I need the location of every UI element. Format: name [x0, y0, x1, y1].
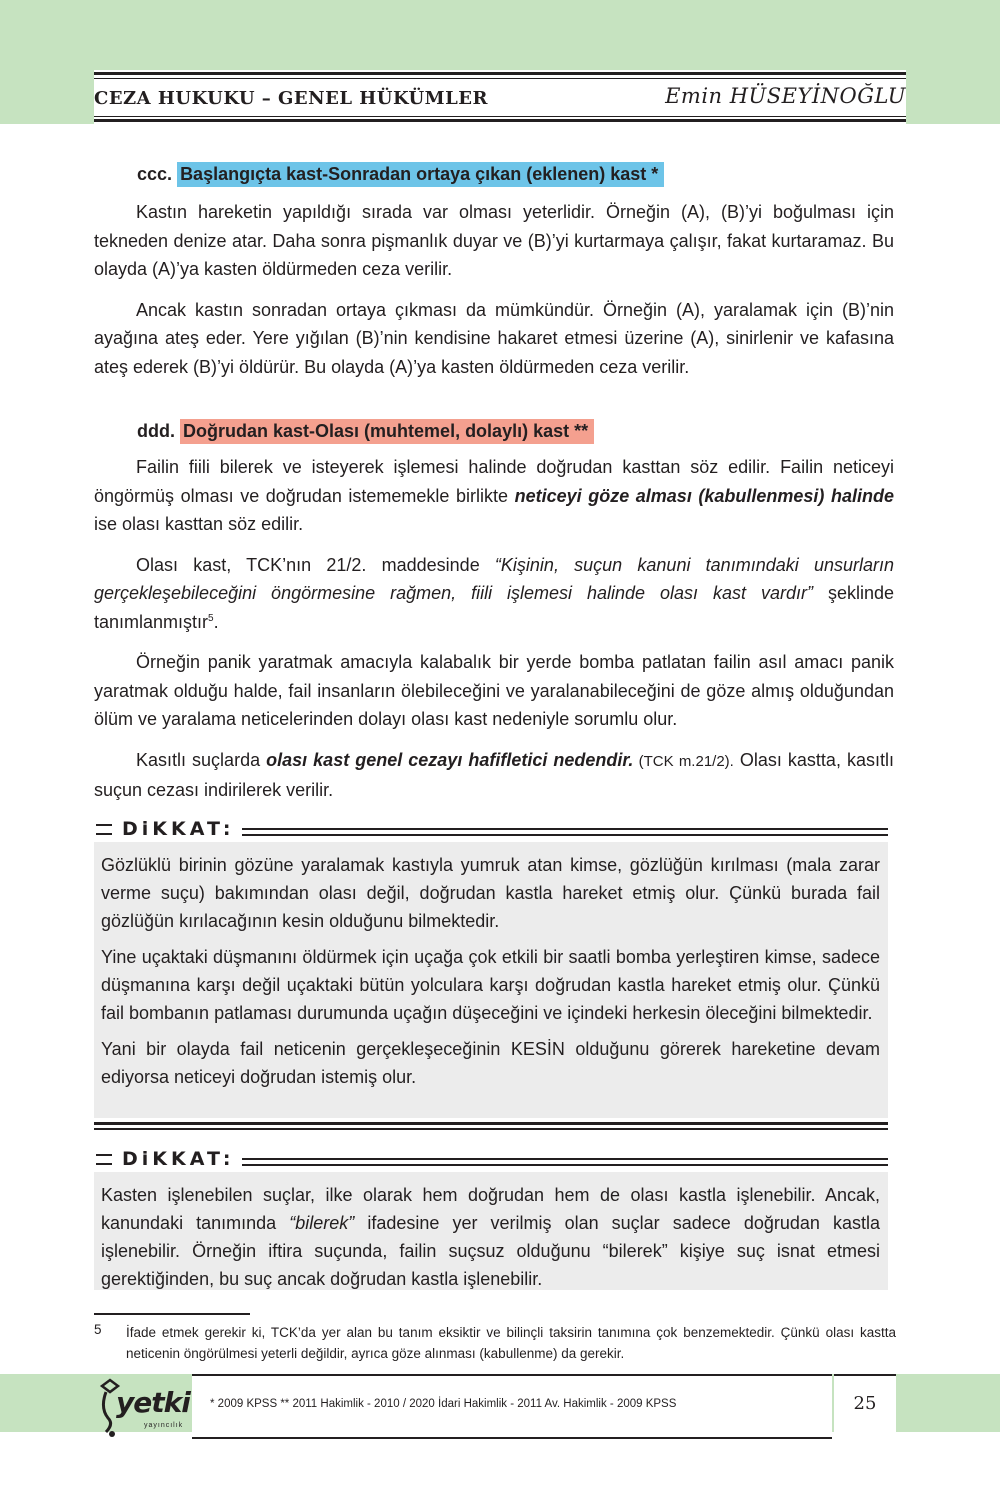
dikkat-label — [96, 818, 234, 840]
dikkat-title: DiKKAT: — [122, 1148, 235, 1170]
dikkat-paragraph: Yine uçaktaki düşmanını öldürmek için uçağa çok etkili bir saatli bomba yerleştiren kimse, sadece düşmanına karşı değil uçaktaki bütün yolculara karşı doğrudan kastla hareket etmiş olur. Çünkü fail bombanın patlaması durumunda uçağın düşeceğini ve içindeki herkesin öleceğini bilmektedir. — [101, 947, 880, 1023]
footer-rule — [192, 1437, 832, 1439]
dikkat-rule — [242, 1158, 888, 1166]
dikkat-box — [94, 1172, 888, 1290]
header-rule — [94, 116, 906, 117]
double-bar-icon — [96, 824, 112, 835]
book-title: CEZA HUKUKU – GENEL HÜKÜMLER — [94, 88, 488, 109]
law-quote: “Kişinin, suçun kanuni tanımındaki unsurların gerçekleşebileceğini öngörmesine rağmen, fiili işlemesi halinde olası kast vardır” — [94, 554, 894, 603]
publisher-logo — [96, 1378, 196, 1440]
dikkat-label — [96, 1148, 234, 1170]
section-heading-ddd — [137, 421, 594, 442]
text-run: . — [213, 611, 219, 632]
section-heading-ccc — [137, 164, 664, 185]
section-title-highlight: Doğrudan kast-Olası (muhtemel, dolaylı) kast ** — [180, 419, 594, 444]
section-ccc-body — [94, 198, 894, 381]
footnote-rule — [94, 1313, 250, 1315]
law-reference: (TCK m.21/2). — [633, 752, 734, 770]
text-run: Olası kastta, kasıtlı suçun cezası indirilerek verilir. — [94, 749, 894, 800]
dikkat-box — [94, 842, 888, 1118]
paragraph: Örneğin panik yaratmak amacıyla kalabalık bir yerde bomba patlatan failin asıl amacı panik yaratmak olduğu halde, fail insanların ölebileceğini ve yaralanabileceğini de göze almış olduğundan ölüm ve yaralama neticelerinden dolayı olası kast nedeniyle sorumlu olur. — [94, 652, 894, 729]
text-run: ise olası kasttan söz edilir. — [94, 514, 304, 534]
section-prefix: ddd. — [137, 421, 175, 441]
text-run: Kasıtlı suçlarda — [136, 749, 267, 770]
header-rule — [94, 72, 906, 75]
dikkat-paragraph — [101, 1181, 880, 1293]
text-run: Olası kast, TCK’nın 21/2. maddesinde — [136, 554, 495, 575]
double-bar-icon — [96, 1154, 112, 1165]
header-rule — [94, 78, 906, 79]
bold-italic-text: neticeyi göze alması (kabullenmesi) halinde — [514, 485, 895, 506]
author-name: Emin HÜSEYİNOĞLU — [665, 84, 906, 108]
section-prefix: ccc. — [137, 164, 173, 184]
paragraph: Ancak kastın sonradan ortaya çıkması da mümkündür. Örneğin (A), yaralamak için (B)’nin ayağına ateş eder. Yere yığılan (B)’nin kendisine hakaret etmesi üzerine (A), sinirlenir ve kafasına ateş ederek (B)’yi öldürür. Bu olayda (A)’ya kasten öldürmeden ceza verilir. — [94, 299, 894, 377]
dikkat-paragraph: Yani bir olayda fail neticenin gerçekleşeceğinin KESİN olduğunu görerek hareketine devam ediyorsa neticeyi doğrudan istemiş olur. — [101, 1039, 880, 1087]
paragraph — [94, 551, 894, 637]
header-rule — [94, 119, 906, 122]
page-number: 25 — [853, 1393, 877, 1414]
footnote-text: İfade etmek gerekir ki, TCK’da yer alan bu tanım eksiktir ve bilinçli taksirin tanımına çok benzemektedir. Çünkü olası kastta neticenin öngörülmesi yeterli değildir, ayrıca göze alınması (kabullenme) da gerekir. — [126, 1325, 896, 1361]
section-ddd-body — [94, 453, 894, 805]
footnote-ref: 5 — [208, 612, 214, 624]
logo-subtitle: yayıncılık — [144, 1422, 184, 1429]
logo-wordmark: yetki — [116, 1386, 190, 1419]
dikkat-rule — [242, 828, 888, 836]
footnote-number: 5 — [94, 1322, 102, 1337]
exam-source-note: * 2009 KPSS ** 2011 Hakimlik - 2010 / 2020 İdari Hakimlik - 2011 Av. Hakimlik - 2009 KPSS — [210, 1398, 677, 1410]
dikkat-title: DiKKAT: — [122, 818, 235, 840]
paragraph: Kastın hareketin yapıldığı sırada var olması yeterlidir. Örneğin (A), (B)’yi boğulması için tekneden denize atar. Daha sonra pişmanlık duyar ve (B)’yi kurtarmaya çalışır, fakat kurtaramaz. Bu olayda (A)’ya kasten öldürmeden ceza verilir. — [94, 202, 894, 279]
text-run: Failin fiili bilerek ve isteyerek işlemesi halinde doğrudan kasttan söz edilir. Failin neticeyi öngörmüş olması ve doğrudan istememekle birlikte — [94, 457, 894, 506]
bold-italic-text: olası kast genel cezayı hafifletici nedendir. — [266, 749, 634, 770]
paragraph — [94, 453, 894, 539]
page-number-rule — [834, 1374, 896, 1376]
paragraph — [94, 746, 894, 805]
italic-text: “bilerek” — [289, 1213, 355, 1233]
text-run: ifadesine yer verilmiş olan suçlar sadece doğrudan kastla işlenebilir. Örneğin iftira suçunda, failin suçsuz olduğunu “bilerek” kişiye suç isnat etmesi gerektiğinden, bu suç ancak doğrudan kastla işlenebilir. — [101, 1213, 880, 1289]
text-run: Kasten işlenebilen suçlar, ilke olarak hem doğrudan hem de olası kastla işlenebilir. Ancak, kanundaki tanımında — [101, 1185, 880, 1233]
text-run: şeklinde tanımlanmıştır — [94, 583, 894, 632]
dikkat-box-bottom-rule — [94, 1122, 888, 1130]
dikkat-paragraph: Gözlüklü birinin gözüne yaralamak kastıyla yumruk atan kimse, gözlüğün kırılması (mala zarar verme suçu) bakımından olası değil, doğrudan kastla hareket etmiş olur. Çünkü burada fail gözlüğün kırılacağının kesin olduğunu bilmektedir. — [101, 855, 880, 931]
footer-rule — [192, 1374, 832, 1376]
section-title-highlight: Başlangıçta kast-Sonradan ortaya çıkan (eklenen) kast * — [177, 162, 664, 187]
